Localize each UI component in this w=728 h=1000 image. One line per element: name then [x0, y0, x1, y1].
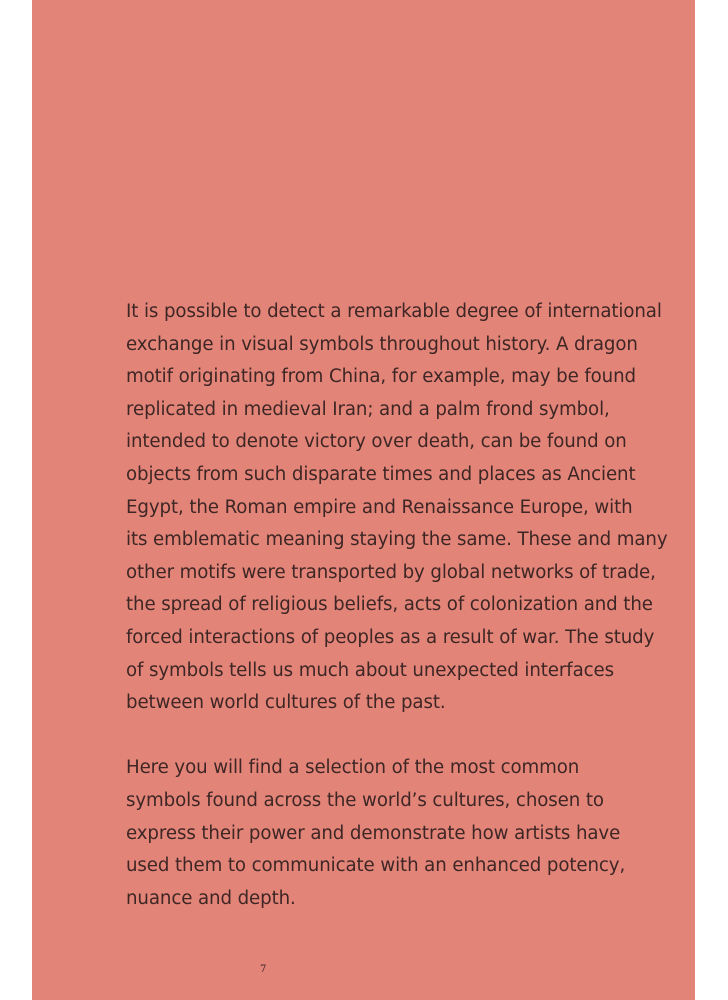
text-line: of symbols tells us much about unexpected interfaces: [126, 659, 614, 681]
text-line: Here you will find a selection of the most common: [126, 757, 580, 779]
text-line: replicated in medieval Iran; and a palm frond symbol,: [126, 398, 610, 420]
paragraph-spacer: [126, 720, 666, 753]
text-line: its emblematic meaning staying the same. These and many: [126, 529, 668, 551]
text-line: objects from such disparate times and places as Ancient: [126, 463, 636, 485]
book-page: [32, 0, 695, 1000]
text-line: between world cultures of the past.: [126, 692, 446, 714]
text-line: Egypt, the Roman empire and Renaissance Europe, with: [126, 496, 633, 518]
text-line: symbols found across the world’s cultures, chosen to: [126, 789, 604, 811]
text-line: express their power and demonstrate how artists have: [126, 822, 621, 844]
text-line: the spread of religious beliefs, acts of colonization and the: [126, 594, 653, 616]
text-line: nuance and depth.: [126, 887, 296, 909]
body-text: [126, 296, 666, 915]
text-line: used them to communicate with an enhanced potency,: [126, 855, 626, 877]
text-line: motif originating from China, for example, may be found: [126, 366, 636, 388]
text-line: intended to denote victory over death, can be found on: [126, 431, 627, 453]
paragraph-2: [126, 752, 666, 915]
text-line: other motifs were transported by global networks of trade,: [126, 561, 656, 583]
text-line: It is possible to detect a remarkable degree of international: [126, 301, 662, 322]
page-number: 7: [260, 964, 267, 975]
paragraph-1: [126, 296, 666, 720]
text-line: exchange in visual symbols throughout history. A dragon: [126, 333, 638, 355]
text-line: forced interactions of peoples as a result of war. The study: [126, 626, 655, 648]
